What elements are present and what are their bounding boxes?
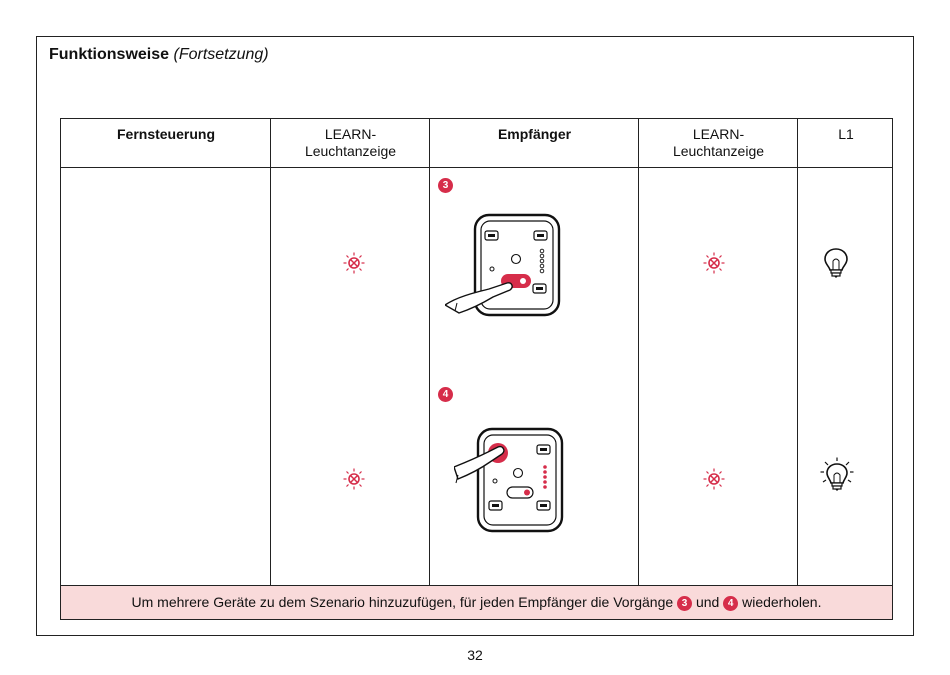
column-learn-right	[639, 119, 798, 586]
header-empfaenger: Empfänger	[497, 126, 572, 142]
heading-title: Funktionsweise	[49, 46, 170, 63]
step-number-badge: 3	[438, 178, 453, 193]
footer-text-before: Um mehrere Geräte zu dem Szenario hinzuzufügen, für jeden Empfänger die Vorgänge	[131, 594, 674, 610]
blinking-led-icon	[703, 468, 725, 490]
instruction-table	[60, 118, 893, 620]
page-number: 32	[467, 647, 483, 663]
bulb-off-icon	[823, 247, 849, 279]
blinking-led-icon	[703, 252, 725, 274]
receiver-press-button-icon	[454, 425, 566, 535]
step-number-badge: 4	[438, 387, 453, 402]
step-number-badge: 3	[677, 596, 692, 611]
footer-text-middle: und	[695, 594, 720, 610]
header-fernsteuerung: Fernsteuerung	[116, 126, 215, 142]
heading-subtitle: (Fortsetzung)	[173, 46, 269, 63]
header-learn-right: LEARN- Leuchtanzeige	[672, 126, 765, 159]
blinking-led-icon	[343, 252, 365, 274]
blinking-led-icon	[343, 468, 365, 490]
step-number-badge: 4	[723, 596, 738, 611]
receiver-press-learn-icon	[445, 211, 561, 319]
column-fernsteuerung	[61, 119, 271, 586]
header-learn-left: LEARN- Leuchtanzeige	[304, 126, 397, 159]
footer-note	[61, 585, 892, 619]
bulb-on-icon	[820, 457, 854, 495]
column-learn-left	[271, 119, 430, 586]
page-heading	[49, 46, 269, 64]
header-l1: L1	[838, 126, 854, 142]
footer-text-after: wiederholen.	[742, 594, 822, 610]
